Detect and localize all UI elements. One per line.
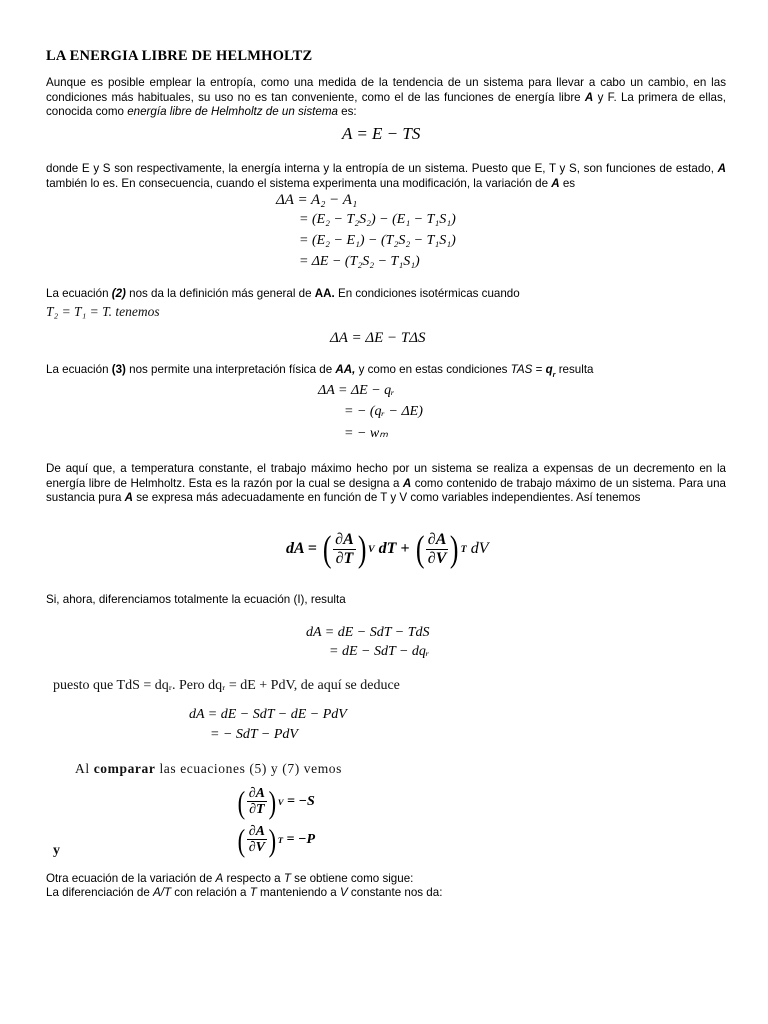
text: nos da la definición más general de <box>125 287 315 300</box>
symbol-a: A <box>717 162 726 175</box>
text: es <box>559 176 576 190</box>
equation-ref: (2) <box>111 287 126 300</box>
paragraph-interpretation <box>46 363 726 383</box>
equation-6-line-1: dA = dE − SdT − TdS <box>306 625 430 640</box>
text: se expresa más adecuadamente en función de T y V como variables independientes. Así tenemos <box>133 491 641 505</box>
italic-term: TAS <box>510 363 533 376</box>
equation-7-line-1: dA = dE − SdT − dE − PdV <box>189 707 347 722</box>
symbol-subscript: r <box>552 369 556 379</box>
equation-2-line-4: = ΔE − (T₂S₂ − T₁S₁) <box>299 254 420 269</box>
symbol-q: q <box>545 363 553 376</box>
equation-8 <box>236 786 315 818</box>
text: Otra ecuación de la variación de <box>46 872 216 885</box>
equation-5 <box>286 528 489 569</box>
text: constante nos da: <box>347 886 443 899</box>
equation-2-line-3: = (E₂ − E₁) − (T₂S₂ − T₁S₁) <box>299 233 456 248</box>
denominator: ∂T <box>335 549 354 567</box>
text: La ecuación <box>46 363 112 376</box>
text: se obtiene como sigue: <box>290 872 414 885</box>
text: La diferenciación de <box>46 886 153 899</box>
partial-derivative-v: ( $\frac{\partial A}{\partial V}$ ) T <box>415 528 467 569</box>
text: La ecuación <box>46 287 112 300</box>
eq-rhs: = −P <box>286 832 316 848</box>
paragraph-differentiation <box>46 886 726 901</box>
paragraph-maximum-work <box>46 462 726 506</box>
subscript: V <box>277 797 284 808</box>
text: = <box>532 363 546 376</box>
italic-symbol: V <box>339 886 348 899</box>
italic-symbol: A <box>215 872 224 885</box>
equation-ref: (3) <box>111 363 126 376</box>
text: respecto a <box>223 872 284 885</box>
isothermal-condition: T₂ = T₁ = T. tenemos <box>46 304 160 319</box>
italic-symbol: T <box>283 872 291 885</box>
equation-2-line-2: = (E₂ − T₂S₂) − (E₁ − T₁S₁) <box>299 212 456 227</box>
text: Al <box>75 761 94 776</box>
text: las ecuaciones (5) y (7) vemos <box>155 761 343 776</box>
numerator: ∂A <box>335 530 354 548</box>
eq-rhs: = −S <box>287 794 315 810</box>
symbol-a: A <box>551 176 560 190</box>
partial-derivative-v: ( $\frac{\partial A}{\partial V}$ ) T <box>237 822 284 858</box>
equation-4-line-1: ΔA = ΔE − qᵣ <box>318 383 395 398</box>
paragraph-definition <box>46 287 726 302</box>
symbol-a: A <box>584 90 594 104</box>
partial-derivative-t: ( $\frac{\partial A}{\partial T}$ ) V <box>237 784 284 820</box>
paragraph-differentiate: Si, ahora, diferenciamos totalmente la ecuación (I), resulta <box>46 593 346 606</box>
eq-end: dV <box>470 540 489 558</box>
paragraph-another-equation <box>46 872 726 887</box>
equation-1: A = E − TS <box>342 124 421 143</box>
equation-7-line-2: = − SdT − PdV <box>210 727 298 742</box>
bold-term: AA. <box>314 287 335 300</box>
text: Aunque es posible emplear la entropía, como una medida de la tendencia de un sistema para llevar a cabo un cambio, en las condiciones más habituales, su uso no es tan conveniente, como el de las funciones de energía libre <box>46 76 726 104</box>
symbol-a: A <box>402 476 412 490</box>
subscript: T <box>277 835 284 846</box>
partial-derivative-t: ( $\frac{\partial A}{\partial T}$ ) V <box>322 528 375 569</box>
equation-4-line-3: = − wₘ <box>344 426 388 441</box>
numerator: ∂A <box>248 823 265 839</box>
text: también lo es. En consecuencia, cuando el sistema experimenta una modificación, la variación de <box>46 176 552 190</box>
equation-4-line-2: = − (qᵣ − ΔE) <box>344 404 423 419</box>
numerator: ∂A <box>427 530 447 548</box>
bold-term: AA, <box>335 363 356 376</box>
subscript: T <box>460 543 467 555</box>
conjunction-y: y <box>53 843 60 858</box>
page-title: LA ENERGIA LIBRE DE HELMHOLTZ <box>46 48 313 64</box>
scanned-text-comparar <box>75 761 342 777</box>
eq-middle: dT + <box>378 540 410 558</box>
text: y F. La primera de ellas, conocida como <box>46 90 727 119</box>
text: De aquí que, a temperatura constante, el trabajo máximo hecho por un sistema se realiza a expensas de un decremento en la energía libre de Helmholtz. Esta es la razón por la cual se designa a <box>46 462 726 490</box>
equation-6-line-2: = dE − SdT − dqᵣ <box>329 644 430 659</box>
text: nos permite una interpretación física de <box>125 363 336 376</box>
text: con relación a <box>171 886 250 899</box>
equation-3: ΔA = ΔE − TΔS <box>330 330 426 346</box>
equation-9 <box>236 824 315 856</box>
italic-symbol: A/T <box>153 886 172 899</box>
denominator: ∂V <box>427 549 447 567</box>
denominator: ∂T <box>249 802 265 818</box>
equation-2-line-1: ΔA = A₂ − A₁ <box>276 192 358 208</box>
paragraph-intro <box>46 76 726 120</box>
subscript: V <box>368 543 375 555</box>
text: En condiciones isotérmicas cuando <box>334 287 520 300</box>
italic-term: energía libre de Helmholtz de un sistema <box>127 105 338 119</box>
text: manteniendo a <box>256 886 340 899</box>
paragraph-state-function <box>46 162 726 191</box>
text: donde E y S son respectivamente, la energía interna y la entropía de un sistema. Puesto que E, T y S, son funciones de estado, <box>46 162 718 175</box>
symbol-a: A <box>124 491 134 505</box>
denominator: ∂V <box>248 840 265 856</box>
text: es: <box>337 105 357 119</box>
eq-lhs: dA = <box>286 540 317 558</box>
bold-term: comparar <box>93 761 156 776</box>
scanned-text-puesto-que: puesto que TdS = dqᵣ. Pero dqᵣ = dE + PdV, de aquí se deduce <box>53 678 400 693</box>
italic-symbol: T <box>249 886 257 899</box>
numerator: ∂A <box>248 785 265 801</box>
text: como contenido de trabajo máximo de un sistema. Para una sustancia pura <box>46 476 726 505</box>
text: resulta <box>555 363 594 376</box>
text: y como en estas condiciones <box>355 363 511 376</box>
